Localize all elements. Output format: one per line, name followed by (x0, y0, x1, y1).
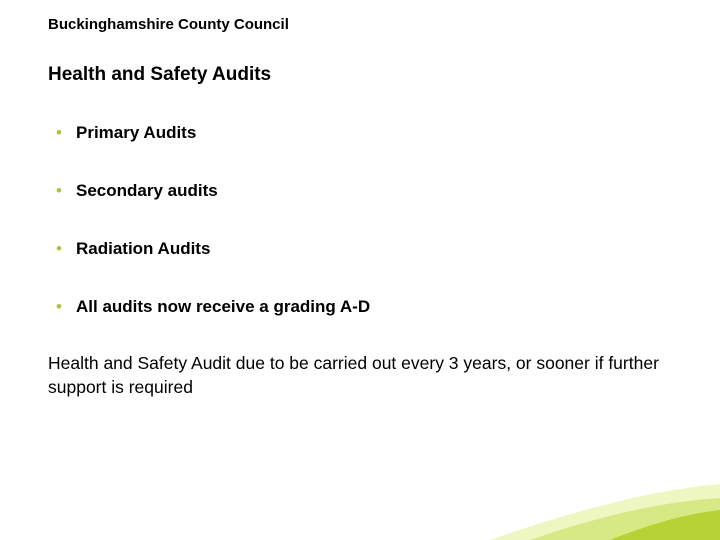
bullet-text: Secondary audits (76, 181, 218, 200)
bullet-text: Radiation Audits (76, 239, 211, 258)
bullet-dot-icon: • (56, 181, 62, 200)
bullet-text: Primary Audits (76, 123, 197, 142)
audit-frequency-note: Health and Safety Audit due to be carried out every 3 years, or sooner if further support is required (48, 353, 659, 397)
bullet-dot-icon: • (56, 239, 62, 258)
bullet-dot-icon: • (56, 123, 62, 142)
bullet-text: All audits now receive a grading A-D (76, 297, 371, 316)
organisation-name: Buckinghamshire County Council (48, 16, 289, 33)
green-swoosh-decoration (460, 450, 720, 540)
bullet-dot-icon: • (56, 297, 62, 316)
slide-title: Health and Safety Audits (48, 64, 272, 85)
